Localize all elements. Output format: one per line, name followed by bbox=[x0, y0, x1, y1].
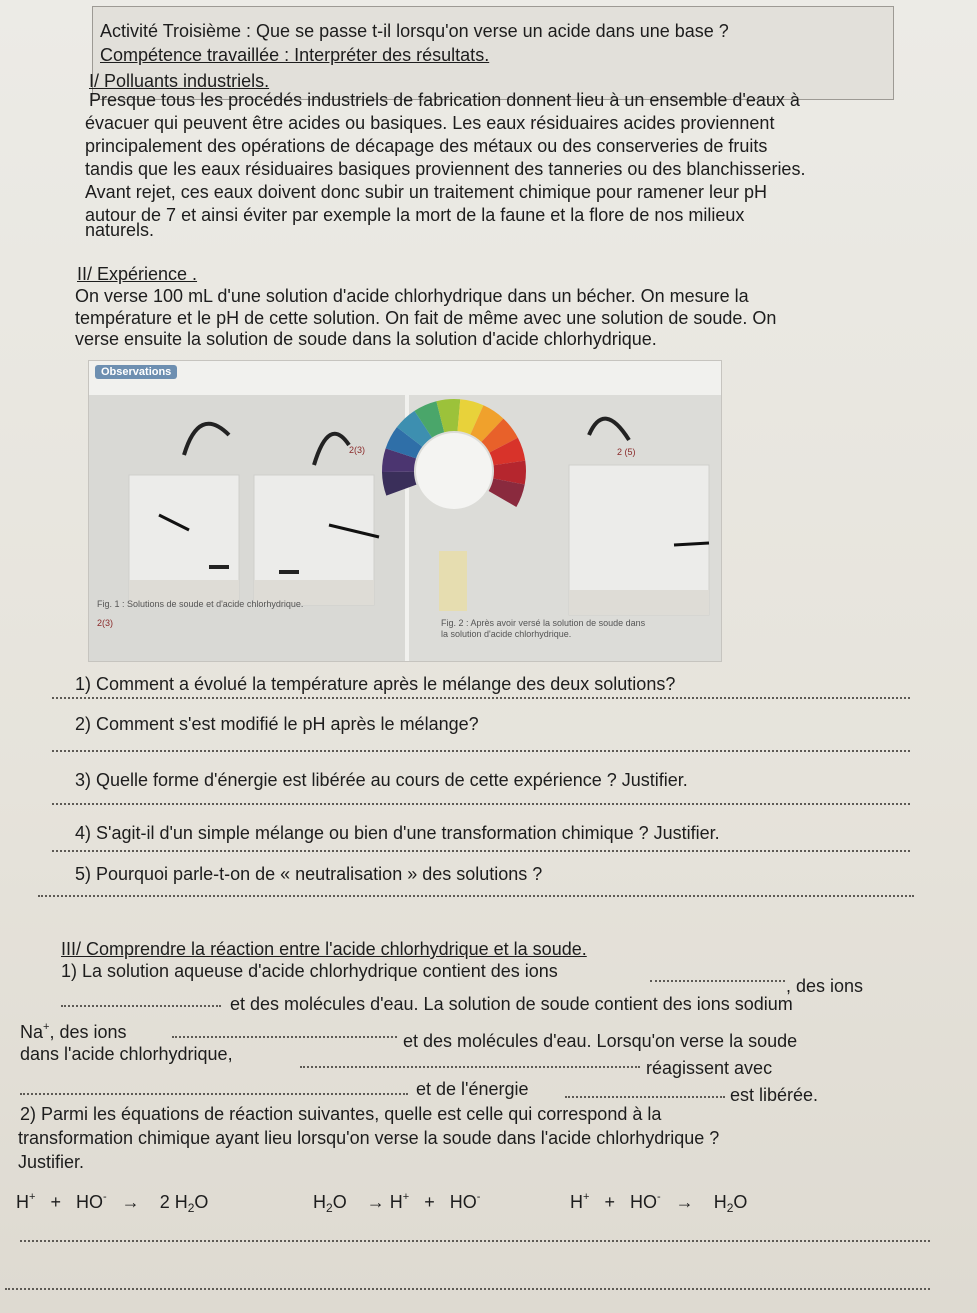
eq2-ho: HO bbox=[449, 1192, 477, 1212]
question-2: 2) Comment s'est modifié le pH après le mélange? bbox=[75, 714, 479, 734]
question-1: 1) Comment a évolué la température après le mélange des deux solutions? bbox=[75, 674, 676, 694]
blank-field[interactable] bbox=[172, 1036, 397, 1038]
question-4: 4) S'agit-il d'un simple mélange ou bien d'une transformation chimique ? Justifier. bbox=[75, 823, 720, 843]
eq2-h: H bbox=[389, 1192, 403, 1212]
figure-1-caption: Fig. 1 : Solutions de soude et d'acide chlorhydrique. bbox=[97, 599, 304, 609]
eq1-plus: + bbox=[50, 1192, 61, 1212]
section1-line: naturels. bbox=[85, 220, 155, 240]
question-3: 3) Quelle forme d'énergie est libérée au cours de cette expérience ? Justifier. bbox=[75, 770, 688, 790]
observations-figure bbox=[88, 360, 722, 662]
blank-field[interactable] bbox=[20, 1093, 408, 1095]
sodium-ion-label bbox=[20, 1016, 127, 1043]
eq1-ho-charge: - bbox=[102, 1191, 107, 1203]
eq3-ho: HO bbox=[629, 1192, 657, 1212]
blank-field[interactable] bbox=[300, 1066, 640, 1068]
eq2-plus: + bbox=[424, 1192, 435, 1212]
answer-line[interactable] bbox=[20, 1240, 930, 1242]
equation-2[interactable] bbox=[313, 1186, 480, 1219]
ph-wheel-center bbox=[416, 433, 492, 509]
eq3-water-sub: 2 bbox=[726, 1201, 734, 1215]
section1-line: tandis que les eaux résiduaires basiques proviennent des tanneries ou des blanchisseries. bbox=[85, 159, 806, 179]
eq3-h: H bbox=[570, 1192, 583, 1212]
section3-p1-i: est libérée. bbox=[730, 1085, 819, 1105]
section1-line: Presque tous les procédés industriels de fabrication donnent lieu à un ensemble d'eaux à bbox=[89, 90, 800, 110]
section3-p1-g: réagissent avec bbox=[646, 1058, 773, 1078]
eq1-h: H bbox=[16, 1192, 29, 1212]
section2-line: température et le pH de cette solution. On fait de même avec une solution de soude. On bbox=[75, 308, 777, 328]
section2-line: On verse 100 mL d'une solution d'acide chlorhydrique dans un bécher. On mesure la bbox=[75, 286, 749, 306]
eq3-plus: + bbox=[604, 1192, 615, 1212]
question-5: 5) Pourquoi parle-t-on de « neutralisation » des solutions ? bbox=[75, 864, 543, 884]
answer-line[interactable] bbox=[5, 1288, 930, 1290]
eq2-water-o: O bbox=[332, 1192, 347, 1212]
eq2-water: H bbox=[313, 1192, 326, 1212]
activity-title: Activité Troisième : Que se passe t-il lorsqu'on verse un acide dans une base ? bbox=[100, 21, 729, 41]
sodium-charge: + bbox=[43, 1021, 50, 1033]
eq3-ho-charge: - bbox=[656, 1191, 661, 1203]
eq1-water-sub: 2 bbox=[187, 1201, 195, 1215]
answer-line[interactable] bbox=[52, 750, 910, 752]
eq1-arrow: → bbox=[121, 1192, 140, 1212]
ph-paper-strip bbox=[439, 551, 467, 611]
section1-line: principalement des opérations de décapage des métaux ou des conserveries de fruits bbox=[85, 136, 768, 156]
section3-p1-a: 1) La solution aqueuse d'acide chlorhydrique contient des ions bbox=[61, 961, 558, 981]
eq1-ho: HO bbox=[75, 1192, 103, 1212]
ph-wheel-segment bbox=[382, 472, 416, 496]
eq3-h-charge: + bbox=[583, 1191, 590, 1203]
ph-scale-wheel bbox=[379, 381, 529, 621]
answer-line[interactable] bbox=[38, 895, 914, 897]
eq3-water-o: O bbox=[733, 1192, 748, 1212]
section3-title: III/ Comprendre la réaction entre l'acide chlorhydrique et la soude. bbox=[61, 939, 587, 959]
section3-p1-f: dans l'acide chlorhydrique, bbox=[20, 1044, 233, 1064]
section3-p1-e: et des molécules d'eau. Lorsqu'on verse la soude bbox=[403, 1031, 798, 1051]
section3-p2-line: Justifier. bbox=[18, 1152, 85, 1172]
figure-2-caption-line2: la solution d'acide chlorhydrique. bbox=[441, 629, 572, 639]
eq2-water-sub: 2 bbox=[326, 1201, 333, 1215]
section1-line: évacuer qui peuvent être acides ou basiques. Les eaux résiduaires acides proviennent bbox=[85, 113, 775, 133]
answer-line[interactable] bbox=[52, 697, 910, 699]
eq3-arrow: → bbox=[675, 1192, 694, 1212]
eq1-water: 2 H bbox=[159, 1192, 188, 1212]
eq2-h-charge: + bbox=[402, 1191, 410, 1203]
section3-p1-d: , des ions bbox=[49, 1022, 127, 1042]
section3-p1-b: , des ions bbox=[786, 976, 864, 996]
eq2-ho-charge: - bbox=[476, 1191, 481, 1203]
section1-line: autour de 7 et ainsi éviter par exemple la mort de la faune et la flore de nos milieux bbox=[85, 205, 745, 225]
figure-1-photo bbox=[89, 395, 405, 661]
section2-line: verse ensuite la solution de soude dans la solution d'acide chlorhydrique. bbox=[75, 329, 657, 349]
answer-line[interactable] bbox=[52, 803, 910, 805]
section2-title: II/ Expérience . bbox=[77, 264, 198, 284]
equation-3[interactable] bbox=[570, 1186, 747, 1219]
section3-p1-h: et de l'énergie bbox=[416, 1079, 529, 1099]
equation-1[interactable] bbox=[16, 1186, 208, 1219]
section1-line: Avant rejet, ces eaux doivent donc subir un traitement chimique pour ramener leur pH bbox=[85, 182, 768, 202]
observations-label: Observations bbox=[95, 365, 177, 379]
eq1-h-charge: + bbox=[29, 1191, 36, 1203]
eq1-water-o: O bbox=[194, 1192, 209, 1212]
figure-2-caption-line1: Fig. 2 : Après avoir versé la solution de soude dans bbox=[441, 618, 646, 628]
competence-line: Compétence travaillée : Interpréter des résultats. bbox=[100, 45, 490, 65]
section3-p2-line: 2) Parmi les équations de réaction suivantes, quelle est celle qui correspond à la bbox=[20, 1104, 662, 1124]
section1-title: I/ Polluants industriels. bbox=[89, 71, 270, 91]
thermo-left-reading: 2(3) bbox=[97, 618, 114, 628]
blank-field[interactable] bbox=[565, 1096, 725, 1098]
thermo-mid-reading: 2(3) bbox=[349, 445, 366, 455]
sodium-symbol: Na bbox=[20, 1022, 44, 1042]
eq3-water: H bbox=[713, 1192, 727, 1212]
section3-p2-line: transformation chimique ayant lieu lorsqu'on verse la soude dans l'acide chlorhydrique ? bbox=[18, 1128, 720, 1148]
eq2-arrow: → bbox=[366, 1192, 385, 1212]
blank-field[interactable] bbox=[650, 980, 785, 982]
thermo-right-reading: 2 (5) bbox=[617, 447, 636, 457]
section3-p1-c: et des molécules d'eau. La solution de soude contient des ions sodium bbox=[230, 994, 793, 1014]
answer-line[interactable] bbox=[52, 850, 910, 852]
figure-1-illustration bbox=[89, 395, 405, 661]
blank-field[interactable] bbox=[61, 1005, 221, 1007]
